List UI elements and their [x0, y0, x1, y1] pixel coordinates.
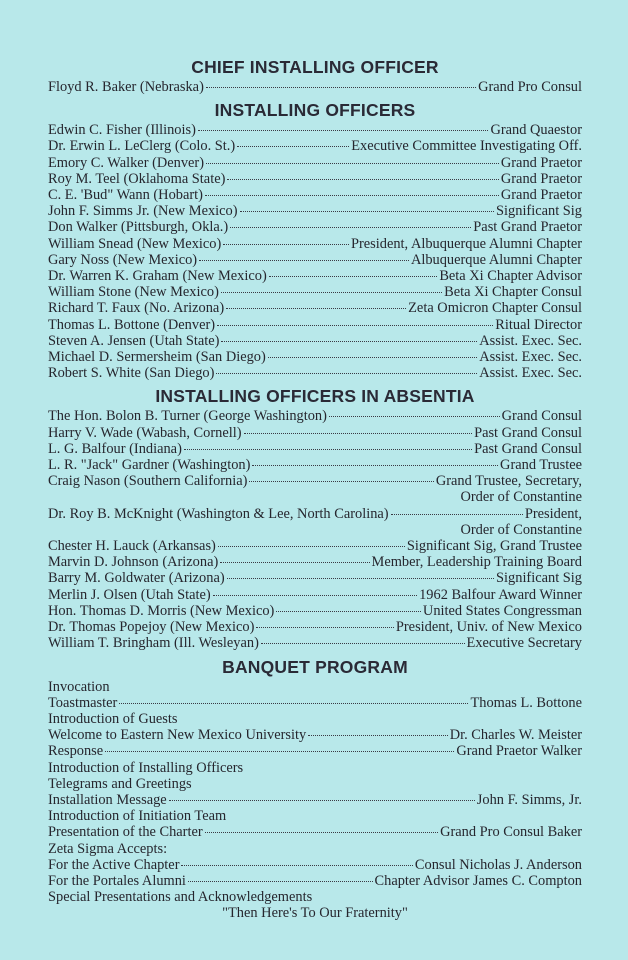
entry-role-continuation: Order of Constantine	[460, 489, 582, 506]
officer-row	[48, 122, 582, 138]
dot-leader	[198, 130, 489, 131]
officer-row	[48, 300, 582, 316]
dot-leader	[391, 514, 523, 515]
entry-role: Past Grand Praetor	[473, 219, 582, 236]
entry-role: Beta Xi Chapter Advisor	[439, 268, 582, 285]
entry-role: Thomas L. Bottone	[470, 694, 582, 711]
dot-leader	[261, 643, 465, 644]
entry-name: Emory C. Walker (Denver)	[48, 154, 205, 171]
officer-row	[48, 284, 582, 300]
entry-name: Steven A. Jensen (Utah State)	[48, 332, 220, 349]
entry-name: Roy M. Teel (Oklahoma State)	[48, 170, 226, 187]
entry-name: Michael D. Sermersheim (San Diego)	[48, 349, 266, 366]
chief-heading: CHIEF INSTALLING OFFICER	[191, 57, 439, 77]
officer-row	[48, 365, 582, 381]
dot-leader	[216, 373, 477, 374]
entry-role: Executive Secretary	[466, 635, 582, 652]
entry-name: Dr. Erwin L. LeClerg (Colo. St.)	[48, 138, 236, 155]
entry-role: Significant Sig, Grand Trustee	[406, 538, 582, 555]
entry-name: Thomas L. Bottone (Denver)	[48, 316, 216, 333]
entry-name: L. R. "Jack" Gardner (Washington)	[48, 457, 251, 474]
program-item: Zeta Sigma Accepts:	[48, 840, 168, 857]
entry-name: L. G. Balfour (Indiana)	[48, 440, 182, 457]
entry-name: Response	[48, 743, 104, 760]
entry-role: Past Grand Consul	[474, 424, 582, 441]
absentia-row	[48, 603, 582, 619]
entry-role: Grand Praetor Walker	[456, 743, 582, 760]
dot-leader	[268, 357, 477, 358]
absentia-row	[48, 506, 582, 522]
entry-name: The Hon. Bolon B. Turner (George Washington)	[48, 408, 327, 425]
entry-role: 1962 Balfour Award Winner	[419, 586, 582, 603]
entry-role: Executive Committee Investigating Off.	[351, 138, 582, 155]
program-row	[48, 727, 582, 743]
installing-list	[48, 122, 582, 381]
officer-row	[48, 236, 582, 252]
dot-leader	[249, 481, 433, 482]
dot-leader	[217, 325, 493, 326]
entry-role: Grand Consul	[501, 408, 582, 425]
entry-role: President, Univ. of New Mexico	[395, 619, 582, 636]
entry-role: Assist. Exec. Sec.	[479, 349, 582, 366]
entry-role: Grand Pro Consul Baker	[440, 824, 582, 841]
program-row	[48, 873, 582, 889]
officer-row	[48, 317, 582, 333]
program-item: Invocation	[48, 678, 110, 695]
entry-role-continuation: Order of Constantine	[460, 521, 582, 538]
entry-role: Grand Praetor	[500, 154, 582, 171]
entry-name: Dr. Warren K. Graham (New Mexico)	[48, 268, 267, 285]
absentia-row	[48, 538, 582, 554]
officer-row	[48, 252, 582, 268]
dot-leader	[276, 611, 421, 612]
entry-role: Grand Pro Consul	[478, 79, 582, 95]
dot-leader	[188, 881, 373, 882]
officer-row	[48, 155, 582, 171]
absentia-row	[48, 408, 582, 424]
dot-leader	[240, 211, 495, 212]
program-row	[48, 824, 582, 840]
absentia-row	[48, 554, 582, 570]
entry-role: Dr. Charles W. Meister	[449, 727, 582, 744]
absentia-row	[48, 587, 582, 603]
entry-name: William T. Bringham (Ill. Wesleyan)	[48, 635, 259, 652]
dot-leader	[105, 751, 454, 752]
entry-name: Gary Noss (New Mexico)	[48, 251, 198, 268]
chief-row	[48, 79, 582, 95]
entry-name: Harry V. Wade (Wabash, Cornell)	[48, 424, 242, 441]
entry-role: Grand Trustee, Secretary,	[435, 473, 582, 490]
officer-row	[48, 349, 582, 365]
entry-role: Member, Leadership Training Board	[371, 554, 582, 571]
program-item: Special Presentations and Acknowledgements	[48, 889, 313, 906]
dot-leader	[119, 703, 468, 704]
entry-role: Zeta Omicron Chapter Consul	[408, 300, 582, 317]
entry-name: Edwin C. Fisher (Illinois)	[48, 122, 196, 139]
entry-role: Assist. Exec. Sec.	[479, 365, 582, 382]
entry-role: John F. Simms, Jr.	[476, 791, 582, 808]
banquet-heading: BANQUET PROGRAM	[222, 656, 408, 677]
entry-role: Grand Praetor	[500, 170, 582, 187]
dot-leader	[213, 595, 417, 596]
entry-name: C. E. 'Bud" Wann (Hobart)	[48, 187, 203, 204]
entry-role: President,	[524, 505, 582, 522]
officer-row	[48, 187, 582, 203]
entry-role: United States Congressman	[422, 602, 582, 619]
absentia-row	[48, 425, 582, 441]
entry-role: Consul Nicholas J. Anderson	[414, 856, 582, 873]
dot-leader	[169, 800, 475, 801]
program-item: Telegrams and Greetings	[48, 775, 192, 792]
entry-role: Beta Xi Chapter Consul	[444, 284, 582, 301]
entry-role: Chapter Advisor James C. Compton	[374, 872, 582, 889]
entry-name: William Snead (New Mexico)	[48, 235, 222, 252]
dot-leader	[221, 341, 477, 342]
entry-name: Dr. Thomas Popejoy (New Mexico)	[48, 619, 255, 636]
dot-leader	[206, 163, 499, 164]
dot-leader	[230, 227, 471, 228]
officer-row	[48, 203, 582, 219]
officer-row	[48, 138, 582, 154]
dot-leader	[244, 433, 473, 434]
dot-leader	[221, 292, 442, 293]
program-row	[48, 792, 582, 808]
entry-role: Significant Sig	[496, 203, 582, 220]
entry-name: Installation Message	[48, 791, 167, 808]
entry-role: Albuquerque Alumni Chapter	[410, 251, 582, 268]
absentia-row	[48, 635, 582, 651]
entry-name: Chester H. Lauck (Arkansas)	[48, 538, 216, 555]
installing-heading: INSTALLING OFFICERS	[214, 100, 416, 121]
entry-role: Past Grand Consul	[474, 440, 582, 457]
dot-leader	[237, 146, 349, 147]
absentia-row	[48, 570, 582, 586]
dot-leader	[181, 865, 412, 866]
entry-role: Assist. Exec. Sec.	[479, 332, 582, 349]
officer-row	[48, 268, 582, 284]
dot-leader	[199, 260, 409, 261]
entry-name: Dr. Roy B. McKnight (Washington & Lee, North Carolina)	[48, 505, 389, 522]
dot-leader	[223, 244, 349, 245]
officer-row	[48, 171, 582, 187]
entry-name: Floyd R. Baker (Nebraska)	[48, 79, 204, 95]
dot-leader	[269, 276, 438, 277]
entry-name: Welcome to Eastern New Mexico University	[48, 727, 307, 744]
program-row	[48, 743, 582, 759]
dot-leader	[256, 627, 394, 628]
dot-leader	[252, 465, 498, 466]
dot-leader	[227, 578, 494, 579]
program-row	[48, 857, 582, 873]
dot-leader	[226, 308, 406, 309]
dot-leader	[227, 179, 499, 180]
officer-row	[48, 219, 582, 235]
dot-leader	[205, 832, 438, 833]
absentia-row	[48, 473, 582, 489]
absentia-row	[48, 457, 582, 473]
entry-name: For the Active Chapter	[48, 856, 180, 873]
entry-name: Toastmaster	[48, 694, 118, 711]
entry-name: Barry M. Goldwater (Arizona)	[48, 570, 225, 587]
program-row	[48, 695, 582, 711]
entry-role: Grand Praetor	[500, 187, 582, 204]
entry-name: Richard T. Faux (No. Arizona)	[48, 300, 225, 317]
entry-name: For the Portales Alumni	[48, 872, 186, 889]
entry-name: Robert S. White (San Diego)	[48, 365, 215, 382]
entry-name: Don Walker (Pittsburgh, Okla.)	[48, 219, 229, 236]
entry-role: President, Albuquerque Alumni Chapter	[350, 235, 582, 252]
officer-row	[48, 333, 582, 349]
absentia-heading: INSTALLING OFFICERS IN ABSENTIA	[155, 386, 475, 407]
program-item: Introduction of Initiation Team	[48, 808, 227, 825]
dot-leader	[220, 562, 369, 563]
entry-role: Ritual Director	[495, 316, 582, 333]
dot-leader	[308, 735, 448, 736]
entry-name: Craig Nason (Southern California)	[48, 473, 248, 490]
entry-name: Hon. Thomas D. Morris (New Mexico)	[48, 602, 275, 619]
program-item: Introduction of Installing Officers	[48, 759, 244, 776]
program-item: Introduction of Guests	[48, 710, 178, 727]
dot-leader	[184, 449, 472, 450]
entry-name: Marvin D. Johnson (Arizona)	[48, 554, 219, 571]
dot-leader	[218, 546, 405, 547]
entry-name: Merlin J. Olsen (Utah State)	[48, 586, 211, 603]
entry-name: John F. Simms Jr. (New Mexico)	[48, 203, 238, 220]
entry-role: Significant Sig	[496, 570, 582, 587]
dot-leader	[329, 416, 500, 417]
entry-name: William Stone (New Mexico)	[48, 284, 219, 301]
absentia-row	[48, 441, 582, 457]
absentia-row	[48, 619, 582, 635]
absentia-list	[48, 408, 582, 651]
dot-leader	[205, 195, 499, 196]
entry-role: Grand Quaestor	[490, 122, 582, 139]
closing-line: "Then Here's To Our Fraternity"	[222, 905, 408, 922]
entry-role: Grand Trustee	[500, 457, 582, 474]
dot-leader	[206, 87, 476, 88]
banquet-list	[48, 679, 582, 922]
entry-name: Presentation of the Charter	[48, 824, 203, 841]
